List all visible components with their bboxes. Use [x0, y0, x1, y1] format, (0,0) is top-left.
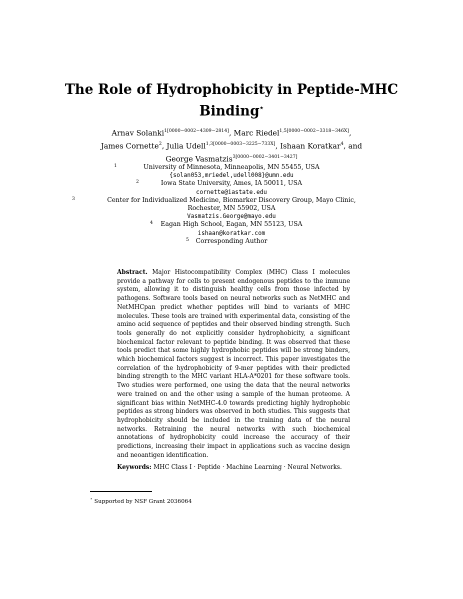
affiliation-line: Iowa State University, Ames, IA 50011, USA	[160, 180, 303, 188]
affiliation-line: University of Minnesota, Minneapolis, MN 55455, USA	[143, 164, 320, 171]
footnote-text: Supported by NSF Grant 2036064	[94, 498, 192, 505]
footnote	[90, 495, 370, 506]
author-name: Arnav Solanki	[111, 128, 165, 138]
affiliation	[70, 164, 393, 180]
author-separator: , and	[343, 141, 363, 151]
affiliation-line: Center for Individualized Medicine, Biomarker Discovery Group, Mayo Clinic,	[107, 196, 356, 204]
author-name: Marc Riedel	[233, 128, 280, 138]
keywords-label: Keywords:	[117, 464, 152, 471]
keywords	[117, 464, 350, 473]
author-affiliation-sup: 4	[340, 141, 344, 147]
affiliation	[70, 180, 393, 196]
author-affiliation-sup: 3[0000−0002−3401−3427]	[232, 154, 298, 160]
affiliation-email: cornette@iastate.edu	[196, 189, 267, 196]
abstract-text: Major Histocompatibility Complex (MHC) Class I molecules provide a pathway for cells to present endogenous peptides to the immune system, allowing it to distinguish healthy cells from those infected by pathogens. Software tools based on neural networks such as NetMHC and NetMHCpan predict whether peptides will bind to variants of MHC molecules. These tools are trained with experimental data, consisting of the amino acid sequence of peptides and their observed binding strength. Such tools generally do not explicitly consider hydrophobicity, a significant biochemical factor relevant to peptide binding. It was observed that these tools predict that some highly hydrophobic peptides will be strong binders, which biochemical factors suggest is incorrect. This paper investigates the correlation of the hydrophobicity of 9-mer peptides with their predicted binding strength to the MHC variant HLA-A*0201 for these software tools. Two studies were performed, one using the data that the neural networks were trained on and the other using a sample of the human proteome. A significant bias within NetMHC-4.0 towards predicting highly hydrophobic peptides as strong binders was observed in both studies. This suggests that hydrophobicity should be included in the training data of the neural networks. Retraining the neural networks with such biochemical annotations of hydrophobicity could increase the accuracy of their predictions, increasing their impact in applications such as vaccine design and neoantigen identification.	[117, 269, 350, 459]
author-name: George Vasmatzis	[165, 154, 233, 164]
affiliation-list	[70, 164, 393, 246]
author-separator: ,	[228, 128, 234, 138]
affiliation-marker: 5	[186, 237, 189, 243]
affiliation-marker: 4	[150, 221, 153, 227]
author-separator: ,	[275, 141, 281, 151]
author-affiliation-sup: 2	[158, 141, 162, 147]
affiliation-email: {solan053,mriedel,udell008}@umn.edu	[169, 173, 294, 180]
affiliation-email: Vasmatzis.George@mayo.edu	[187, 214, 276, 221]
abstract-label: Abstract.	[117, 269, 148, 276]
title-line-1: The Role of Hydrophobicity in Peptide-MHC	[64, 82, 399, 98]
affiliation-marker: 2	[136, 180, 139, 186]
author-affiliation-sup: 1,5[0000−0002−3318−346X]	[279, 129, 349, 134]
paper-title	[40, 82, 423, 121]
affiliation-line: Rochester, MN 55902, USA	[187, 205, 276, 213]
affiliation-line: Corresponding Author	[195, 237, 268, 245]
author-affiliation-sup: 1[0000−0002−4309−2814]	[164, 129, 229, 134]
author-separator: ,	[348, 128, 352, 138]
author-name: Ishaan Koratkar	[280, 141, 341, 151]
title-footnote-mark: ⋆	[259, 103, 264, 112]
affiliation	[70, 197, 393, 222]
affiliation	[70, 221, 393, 237]
affiliation-email: ishaan@koratkar.com	[197, 230, 266, 237]
author-list	[60, 126, 403, 165]
author-name: Julia Udell	[166, 141, 206, 151]
affiliation-marker: 1	[114, 164, 117, 169]
footnote-rule	[90, 491, 152, 492]
title-line-2: Binding	[199, 103, 260, 120]
affiliation	[70, 238, 393, 246]
abstract	[117, 269, 350, 460]
affiliation-marker: 3	[72, 196, 75, 202]
keywords-text: MHC Class I · Peptide · Machine Learning · Neural Networks.	[153, 464, 342, 471]
author-affiliation-sup: 1,3[0000−0003−3225−733X]	[205, 141, 276, 147]
footnote-mark: ⋆	[90, 496, 93, 501]
affiliation-line: Eagan High School, Eagan, MN 55123, USA	[160, 221, 303, 229]
author-separator: ,	[161, 141, 167, 151]
author-name: James Cornette	[100, 141, 159, 151]
